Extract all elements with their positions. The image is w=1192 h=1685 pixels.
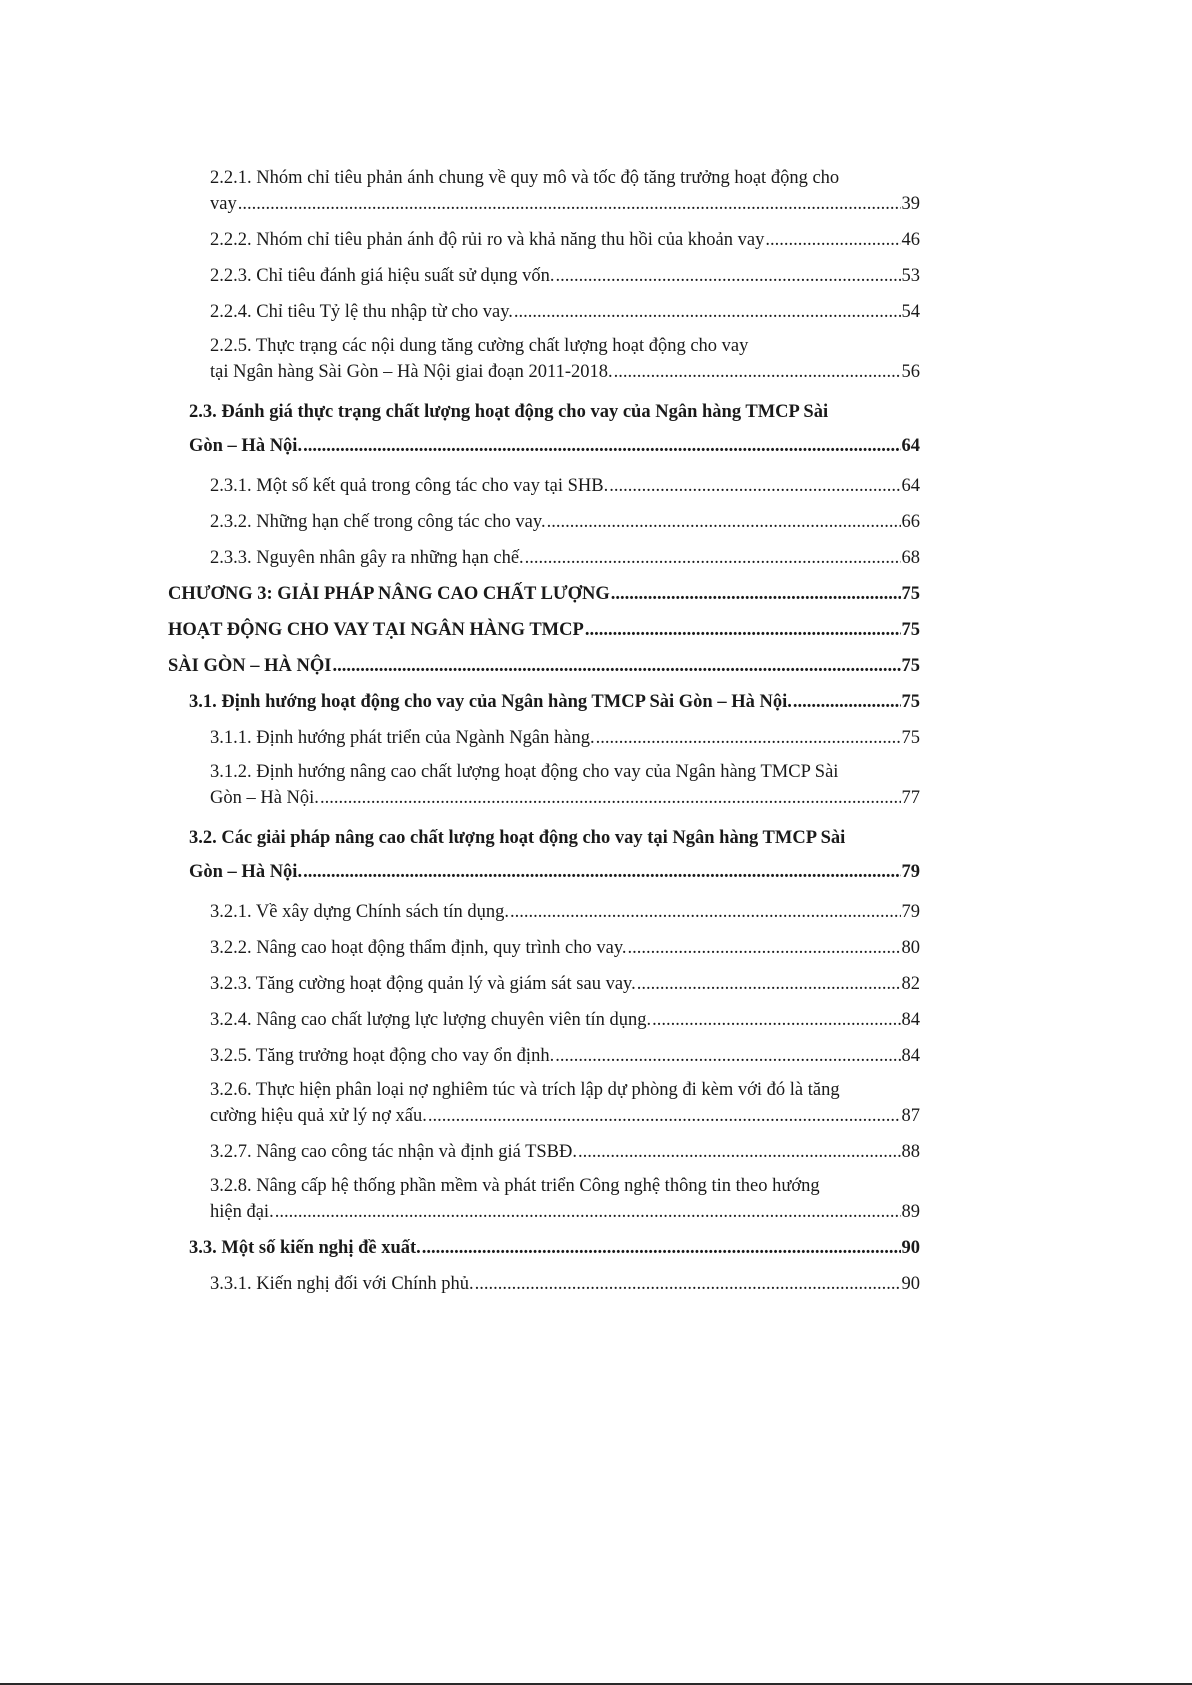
toc-entry[interactable] — [189, 689, 920, 715]
toc-entry-title: hiện đại. — [210, 1202, 274, 1222]
dot-leader — [628, 935, 901, 961]
dot-leader — [585, 617, 901, 643]
dot-leader — [765, 227, 900, 253]
toc-entry-title: tại Ngân hàng Sài Gòn – Hà Nội giai đoạn 2011-2018. — [210, 362, 613, 382]
toc-entry[interactable] — [210, 1007, 920, 1033]
toc-page-number: 54 — [901, 302, 920, 322]
toc-entry[interactable] — [210, 1139, 920, 1165]
dot-leader — [609, 473, 900, 499]
toc-entry[interactable] — [210, 1271, 920, 1297]
toc-page-number: 75 — [901, 692, 920, 712]
toc-page-number: 64 — [901, 476, 920, 496]
toc-entry[interactable] — [210, 725, 920, 751]
toc-entry-title: 2.3.2. Những hạn chế trong công tác cho vay. — [210, 512, 546, 532]
toc-entry[interactable] — [168, 653, 920, 679]
toc-page-number: 90 — [901, 1238, 920, 1258]
toc-page-number: 88 — [901, 1142, 920, 1162]
dot-leader — [596, 725, 901, 751]
toc-page-number: 79 — [901, 902, 920, 922]
toc-page-number: 64 — [901, 436, 920, 456]
toc-entry[interactable] — [189, 821, 920, 889]
dot-leader — [556, 263, 901, 289]
dot-leader — [510, 899, 901, 925]
toc-entry-title: CHƯƠNG 3: GIẢI PHÁP NÂNG CAO CHẤT LƯỢNG — [168, 584, 610, 604]
dot-leader — [332, 653, 900, 679]
dot-leader — [275, 1199, 901, 1225]
toc-page-number: 53 — [901, 266, 920, 286]
dot-leader — [422, 1235, 901, 1261]
dot-leader — [428, 1103, 901, 1129]
toc-entry[interactable] — [210, 165, 920, 217]
toc-entry-title: Gòn – Hà Nội. — [189, 436, 303, 456]
toc-page-number: 89 — [901, 1202, 920, 1222]
toc-page-number: 75 — [901, 656, 920, 676]
toc-entry-title-line1: 3.1.2. Định hướng nâng cao chất lượng hoạt động cho vay của Ngân hàng TMCP Sài — [210, 762, 839, 782]
dot-leader — [793, 689, 901, 715]
toc-entry-title: 2.2.4. Chỉ tiêu Tỷ lệ thu nhập từ cho vay. — [210, 302, 513, 322]
toc-page-number: 87 — [901, 1106, 920, 1126]
toc-entry-title: 3.3. Một số kiến nghị đề xuất. — [189, 1238, 421, 1258]
toc-entry-title: 3.3.1. Kiến nghị đối với Chính phủ. — [210, 1274, 474, 1294]
toc-page-number: 39 — [901, 194, 920, 214]
toc-entry[interactable] — [189, 1235, 920, 1261]
toc-page-number: 75 — [901, 584, 920, 604]
toc-page-number: 66 — [901, 512, 920, 532]
toc-page-number: 80 — [901, 938, 920, 958]
toc-page-number: 84 — [901, 1010, 920, 1030]
toc-entry-title: SÀI GÒN – HÀ NỘI — [168, 656, 332, 676]
toc-entry-title-line1: 3.2.6. Thực hiện phân loại nợ nghiêm túc và trích lập dự phòng đi kèm với đó là tăng — [210, 1080, 840, 1100]
toc-page-number: 46 — [901, 230, 920, 250]
toc-page-number: 75 — [901, 728, 920, 748]
dot-leader — [303, 855, 900, 889]
dot-leader — [652, 1007, 900, 1033]
toc-page-number: 79 — [901, 862, 920, 882]
toc-entry-title: 3.2.7. Nâng cao công tác nhận và định giá TSBĐ. — [210, 1142, 578, 1162]
table-of-contents — [168, 165, 920, 1297]
dot-leader — [238, 191, 901, 217]
dot-leader — [514, 299, 901, 325]
dot-leader — [555, 1043, 900, 1069]
toc-entry[interactable] — [210, 1077, 920, 1129]
toc-entry[interactable] — [210, 545, 920, 571]
toc-page-number: 84 — [901, 1046, 920, 1066]
dot-leader — [611, 581, 901, 607]
dot-leader — [614, 359, 901, 385]
dot-leader — [578, 1139, 900, 1165]
toc-entry-title: Gòn – Hà Nội. — [210, 788, 319, 808]
toc-entry[interactable] — [210, 759, 920, 811]
toc-entry[interactable] — [210, 1173, 920, 1225]
dot-leader — [637, 971, 901, 997]
dot-leader — [475, 1271, 901, 1297]
toc-page-number: 82 — [901, 974, 920, 994]
toc-entry-title: Gòn – Hà Nội. — [189, 862, 303, 882]
toc-page-number: 90 — [901, 1274, 920, 1294]
toc-entry-title-line1: 2.3. Đánh giá thực trạng chất lượng hoạt động cho vay của Ngân hàng TMCP Sài — [189, 402, 829, 422]
toc-entry-title: 3.1.1. Định hướng phát triển của Ngành Ngân hàng. — [210, 728, 595, 748]
toc-entry-title: 3.2.2. Nâng cao hoạt động thẩm định, quy trình cho vay. — [210, 938, 627, 958]
toc-entry[interactable] — [210, 509, 920, 535]
toc-entry[interactable] — [168, 617, 920, 643]
toc-page-number: 77 — [901, 788, 920, 808]
toc-entry-title: 2.2.2. Nhóm chỉ tiêu phản ánh độ rủi ro và khả năng thu hồi của khoản vay — [210, 230, 765, 250]
dot-leader — [547, 509, 901, 535]
toc-entry[interactable] — [168, 581, 920, 607]
toc-entry-title: 2.3.3. Nguyên nhân gây ra những hạn chế. — [210, 548, 524, 568]
toc-entry-title: 3.2.3. Tăng cường hoạt động quản lý và giám sát sau vay. — [210, 974, 636, 994]
toc-entry[interactable] — [210, 1043, 920, 1069]
toc-entry-title: 3.2.4. Nâng cao chất lượng lực lượng chuyên viên tín dụng. — [210, 1010, 652, 1030]
toc-entry[interactable] — [210, 333, 920, 385]
toc-entry-title: 3.2.5. Tăng trưởng hoạt động cho vay ổn định. — [210, 1046, 555, 1066]
toc-entry[interactable] — [210, 473, 920, 499]
toc-entry-title: 2.2.3. Chỉ tiêu đánh giá hiệu suất sử dụng vốn. — [210, 266, 555, 286]
toc-entry-title: HOẠT ĐỘNG CHO VAY TẠI NGÂN HÀNG TMCP — [168, 620, 584, 640]
toc-page-number: 75 — [901, 620, 920, 640]
toc-entry-title-line1: 2.2.1. Nhóm chỉ tiêu phản ánh chung về quy mô và tốc độ tăng trưởng hoạt động cho — [210, 168, 840, 188]
toc-entry[interactable] — [210, 935, 920, 961]
toc-entry-title-line1: 2.2.5. Thực trạng các nội dung tăng cường chất lượng hoạt động cho vay — [210, 336, 749, 356]
toc-entry[interactable] — [210, 899, 920, 925]
dot-leader — [303, 429, 900, 463]
toc-entry[interactable] — [210, 263, 920, 289]
toc-entry[interactable] — [210, 227, 920, 253]
toc-entry-title: 3.2.1. Về xây dựng Chính sách tín dụng. — [210, 902, 509, 922]
toc-entry[interactable] — [210, 299, 920, 325]
toc-entry-title-line1: 3.2. Các giải pháp nâng cao chất lượng hoạt động cho vay tại Ngân hàng TMCP Sài — [189, 828, 846, 848]
toc-page-number: 56 — [901, 362, 920, 382]
toc-entry-title: 3.1. Định hướng hoạt động cho vay của Ngân hàng TMCP Sài Gòn – Hà Nội. — [189, 692, 792, 712]
dot-leader — [525, 545, 901, 571]
toc-entry-title: 2.3.1. Một số kết quả trong công tác cho vay tại SHB. — [210, 476, 609, 496]
toc-entry[interactable] — [210, 971, 920, 997]
toc-entry-title: cường hiệu quả xử lý nợ xấu. — [210, 1106, 427, 1126]
toc-entry-title: vay — [210, 194, 237, 214]
toc-entry[interactable] — [189, 395, 920, 463]
toc-entry-title-line1: 3.2.8. Nâng cấp hệ thống phần mềm và phát triển Công nghệ thông tin theo hướng — [210, 1176, 820, 1196]
toc-page-number: 68 — [901, 548, 920, 568]
dot-leader — [320, 785, 901, 811]
